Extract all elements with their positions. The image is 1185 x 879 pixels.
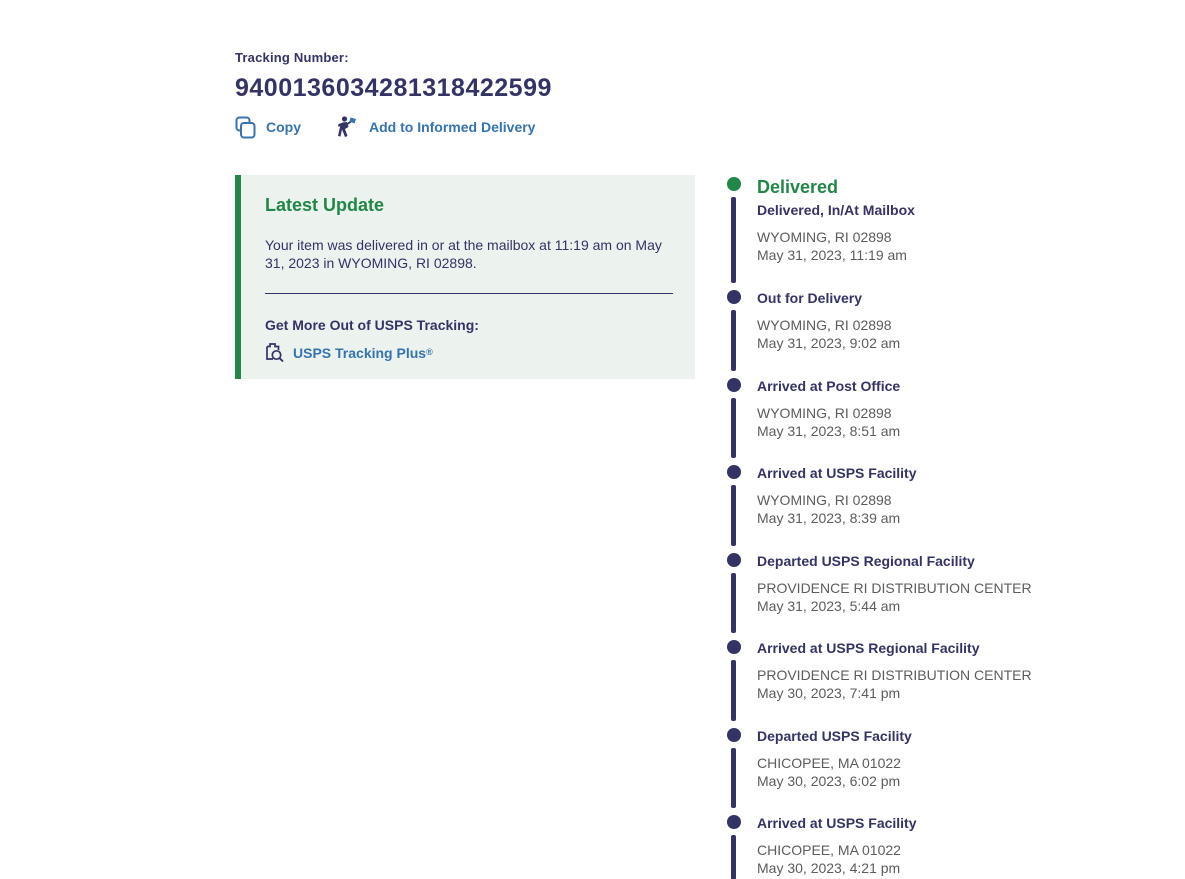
timeline-event xyxy=(727,728,1057,816)
timeline-dot-icon xyxy=(727,465,741,479)
tracking-plus-label: USPS Tracking Plus xyxy=(293,344,427,361)
timeline-dot-icon xyxy=(727,728,741,742)
event-location: WYOMING, RI 02898 xyxy=(757,317,892,333)
timeline-dot-icon xyxy=(727,640,741,654)
event-datetime: May 31, 2023, 11:19 am xyxy=(757,247,907,263)
tracking-history-timeline xyxy=(727,176,1057,879)
event-location: CHICOPEE, MA 01022 xyxy=(757,754,901,771)
timeline-dot-icon xyxy=(727,290,741,304)
event-title: Departed USPS Facility xyxy=(757,727,912,744)
timeline-event xyxy=(727,640,1057,728)
event-location: WYOMING, RI 02898 xyxy=(757,404,892,421)
timeline-event xyxy=(727,465,1057,553)
latest-update-message: Your item was delivered in or at the mailbox at 11:19 am on May 31, 2023 in WYOMING, RI 02898. xyxy=(265,237,662,271)
event-title: Arrived at USPS Regional Facility xyxy=(757,640,980,656)
usps-tracking-plus-link[interactable] xyxy=(265,342,433,363)
copy-label: Copy xyxy=(266,119,301,135)
event-location: WYOMING, RI 02898 xyxy=(757,492,892,508)
timeline-connector xyxy=(731,835,736,879)
timeline-dot-icon xyxy=(727,553,741,567)
timeline-event xyxy=(727,553,1057,641)
timeline-event xyxy=(727,378,1057,466)
event-title: Delivered, In/At Mailbox xyxy=(757,202,915,218)
timeline-dot-delivered-icon xyxy=(727,177,741,191)
event-location: CHICOPEE, MA 01022 xyxy=(757,842,901,858)
tracking-number-label: Tracking Number: xyxy=(235,50,349,65)
event-datetime: May 30, 2023, 7:41 pm xyxy=(757,685,901,701)
event-title: Arrived at Post Office xyxy=(757,377,901,394)
registered-mark: ® xyxy=(426,347,433,357)
event-datetime: May 30, 2023, 6:02 pm xyxy=(757,772,901,789)
timeline-event xyxy=(727,815,1057,879)
timeline-connector xyxy=(731,573,736,634)
informed-delivery-label: Add to Informed Delivery xyxy=(369,119,536,135)
tracking-promo-heading: Get More Out of USPS Tracking: xyxy=(265,317,479,333)
latest-update-card xyxy=(235,175,695,379)
event-location: WYOMING, RI 02898 xyxy=(757,229,892,245)
latest-update-title: Latest Update xyxy=(265,195,385,215)
event-title: Out for Delivery xyxy=(757,290,863,306)
timeline-connector xyxy=(731,748,736,809)
event-title: Departed USPS Regional Facility xyxy=(757,552,975,569)
timeline-connector xyxy=(731,660,736,721)
timeline-connector xyxy=(731,197,736,283)
event-status: Delivered xyxy=(757,177,839,197)
tracking-header xyxy=(235,50,695,139)
timeline-connector xyxy=(731,485,736,546)
event-datetime: May 31, 2023, 9:02 am xyxy=(757,335,901,351)
timeline-event xyxy=(727,290,1057,378)
event-title: Arrived at USPS Facility xyxy=(757,815,917,831)
card-divider xyxy=(265,293,673,294)
timeline-connector xyxy=(731,310,736,371)
tracking-plus-icon xyxy=(265,342,285,363)
event-location: PROVIDENCE RI DISTRIBUTION CENTER xyxy=(757,667,1032,683)
event-datetime: May 31, 2023, 8:39 am xyxy=(757,510,901,526)
timeline-dot-icon xyxy=(727,815,741,829)
event-datetime: May 30, 2023, 4:21 pm xyxy=(757,860,901,876)
tracking-actions xyxy=(235,115,695,139)
copy-button[interactable] xyxy=(235,116,301,139)
informed-delivery-icon xyxy=(335,115,359,139)
timeline-connector xyxy=(731,398,736,459)
timeline-dot-icon xyxy=(727,378,741,392)
event-title: Arrived at USPS Facility xyxy=(757,465,917,481)
event-datetime: May 31, 2023, 8:51 am xyxy=(757,422,901,439)
timeline-event-delivered xyxy=(727,177,1057,290)
event-location: PROVIDENCE RI DISTRIBUTION CENTER xyxy=(757,579,1032,596)
event-datetime: May 31, 2023, 5:44 am xyxy=(757,597,901,614)
tracking-number: 9400136034281318422599 xyxy=(235,74,552,102)
copy-icon xyxy=(235,116,256,139)
informed-delivery-link[interactable] xyxy=(335,115,535,139)
